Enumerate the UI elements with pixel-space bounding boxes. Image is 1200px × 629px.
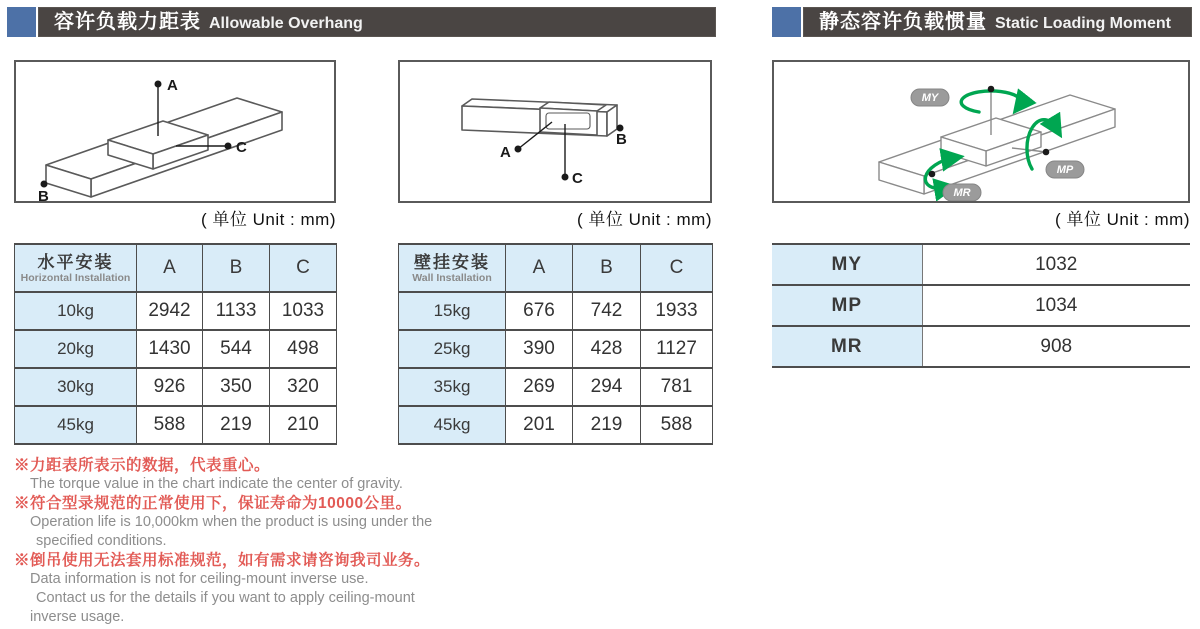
moment-label-cell: MP xyxy=(772,285,922,326)
load-cell: 45kg xyxy=(399,406,506,444)
static-loading-moment-table xyxy=(772,243,1190,368)
mp-badge-label: MP xyxy=(1056,164,1074,176)
note-2-zh: ※符合型录规范的正常使用下，保证寿命为10000公里。 xyxy=(14,495,412,512)
table-row xyxy=(399,406,713,444)
value-cell: 588 xyxy=(137,406,203,444)
my-axis-dot xyxy=(988,86,995,93)
value-cell: 2942 xyxy=(137,292,203,330)
mp-axis-dot xyxy=(1043,149,1050,156)
table-title-zh: 水平安装 xyxy=(37,252,114,272)
value-cell: 498 xyxy=(270,330,337,368)
section-title-en: Allowable Overhang xyxy=(209,15,363,32)
table-row xyxy=(15,330,337,368)
note-3-en-line1: Data information is not for ceiling-mount inverse use. xyxy=(30,571,369,587)
value-cell: 781 xyxy=(641,368,713,406)
value-cell: 350 xyxy=(203,368,270,406)
value-cell: 1430 xyxy=(137,330,203,368)
table-row xyxy=(399,292,713,330)
unit-label: ( 单位 Unit : mm) xyxy=(577,210,712,229)
mr-axis-dot xyxy=(929,171,936,178)
col-header-b: B xyxy=(203,244,270,292)
section-header-static-loading-moment xyxy=(772,7,1192,37)
diagram-static-loading-moment xyxy=(772,60,1190,203)
header-bar xyxy=(38,7,716,37)
wall-installation-table xyxy=(398,243,713,445)
point-b-label: B xyxy=(616,131,627,148)
value-cell: 210 xyxy=(270,406,337,444)
table-row xyxy=(772,244,1190,285)
point-a-label: A xyxy=(500,144,511,161)
note-3-zh: ※倒吊使用无法套用标准规范，如有需求请咨询我司业务。 xyxy=(14,552,431,569)
value-cell: 269 xyxy=(506,368,573,406)
diagram-horizontal-installation xyxy=(14,60,336,203)
point-a-dot xyxy=(155,81,162,88)
section-title-zh: 静态容许负载惯量 xyxy=(819,11,987,33)
load-cell: 20kg xyxy=(15,330,137,368)
value-cell: 201 xyxy=(506,406,573,444)
moment-label-cell: MY xyxy=(772,244,922,285)
value-cell: 320 xyxy=(270,368,337,406)
note-2-en-line2: specified conditions. xyxy=(36,533,167,549)
table-row xyxy=(772,326,1190,367)
load-cell: 30kg xyxy=(15,368,137,406)
header-accent-square xyxy=(772,7,801,37)
value-cell: 1933 xyxy=(641,292,713,330)
point-a-dot xyxy=(515,146,522,153)
value-cell: 676 xyxy=(506,292,573,330)
footnotes xyxy=(14,456,494,627)
section-header-allowable-overhang xyxy=(7,7,716,37)
point-c-dot xyxy=(225,143,232,150)
value-cell: 742 xyxy=(573,292,641,330)
value-cell: 219 xyxy=(203,406,270,444)
moment-value-cell: 1032 xyxy=(922,244,1190,285)
col-header-a: A xyxy=(506,244,573,292)
note-2-en-line1: Operation life is 10,000km when the product is using under the xyxy=(30,514,433,530)
point-b-dot xyxy=(41,181,48,188)
note-3-en-line3: inverse usage. xyxy=(30,609,125,625)
value-cell: 544 xyxy=(203,330,270,368)
note-1-en: The torque value in the chart indicate the center of gravity. xyxy=(30,476,403,492)
table-title-en: Horizontal Installation xyxy=(20,271,131,284)
carriage-front-face xyxy=(540,108,597,135)
value-cell: 588 xyxy=(641,406,713,444)
section-title-zh: 容许负载力距表 xyxy=(54,11,201,33)
col-header-c: C xyxy=(270,244,337,292)
unit-label: ( 单位 Unit : mm) xyxy=(1055,210,1190,229)
load-cell: 10kg xyxy=(15,292,137,330)
table-title-zh: 壁挂安装 xyxy=(414,252,490,272)
table-title-cell xyxy=(15,244,137,292)
col-header-c: C xyxy=(641,244,713,292)
my-badge-label: MY xyxy=(921,92,939,104)
table-row xyxy=(399,368,713,406)
section-title-en: Static Loading Moment xyxy=(995,15,1171,32)
point-c-dot xyxy=(562,174,569,181)
moment-label-cell: MR xyxy=(772,326,922,367)
header-accent-square xyxy=(7,7,36,37)
header-bar xyxy=(803,7,1192,37)
table-title-en: Wall Installation xyxy=(412,271,492,284)
value-cell: 1033 xyxy=(270,292,337,330)
point-c-label: C xyxy=(572,170,583,187)
value-cell: 1133 xyxy=(203,292,270,330)
value-cell: 926 xyxy=(137,368,203,406)
table-row xyxy=(15,292,337,330)
mr-badge-label: MR xyxy=(953,187,971,199)
horizontal-installation-table xyxy=(14,243,337,445)
col-header-b: B xyxy=(573,244,641,292)
table-row xyxy=(772,285,1190,326)
moment-value-cell: 908 xyxy=(922,326,1190,367)
load-cell: 15kg xyxy=(399,292,506,330)
wall-rail-diagram xyxy=(400,62,710,201)
diagram-wall-installation xyxy=(398,60,712,203)
table-title-cell xyxy=(399,244,506,292)
table-row xyxy=(15,406,337,444)
value-cell: 219 xyxy=(573,406,641,444)
load-cell: 35kg xyxy=(399,368,506,406)
value-cell: 428 xyxy=(573,330,641,368)
load-cell: 25kg xyxy=(399,330,506,368)
point-c-label: C xyxy=(236,139,247,156)
moment-value-cell: 1034 xyxy=(922,285,1190,326)
point-b-label: B xyxy=(38,188,49,201)
table-row xyxy=(399,330,713,368)
moment-rail-diagram xyxy=(774,62,1188,201)
note-3-en-line2: Contact us for the details if you want to apply ceiling-mount xyxy=(36,590,415,606)
load-cell: 45kg xyxy=(15,406,137,444)
note-1-zh: ※力距表所表示的数据，代表重心。 xyxy=(14,457,271,474)
col-header-a: A xyxy=(137,244,203,292)
value-cell: 1127 xyxy=(641,330,713,368)
horizontal-rail-diagram xyxy=(16,62,334,201)
table-row xyxy=(15,368,337,406)
value-cell: 390 xyxy=(506,330,573,368)
unit-label: ( 单位 Unit : mm) xyxy=(201,210,336,229)
value-cell: 294 xyxy=(573,368,641,406)
point-a-label: A xyxy=(167,77,178,94)
